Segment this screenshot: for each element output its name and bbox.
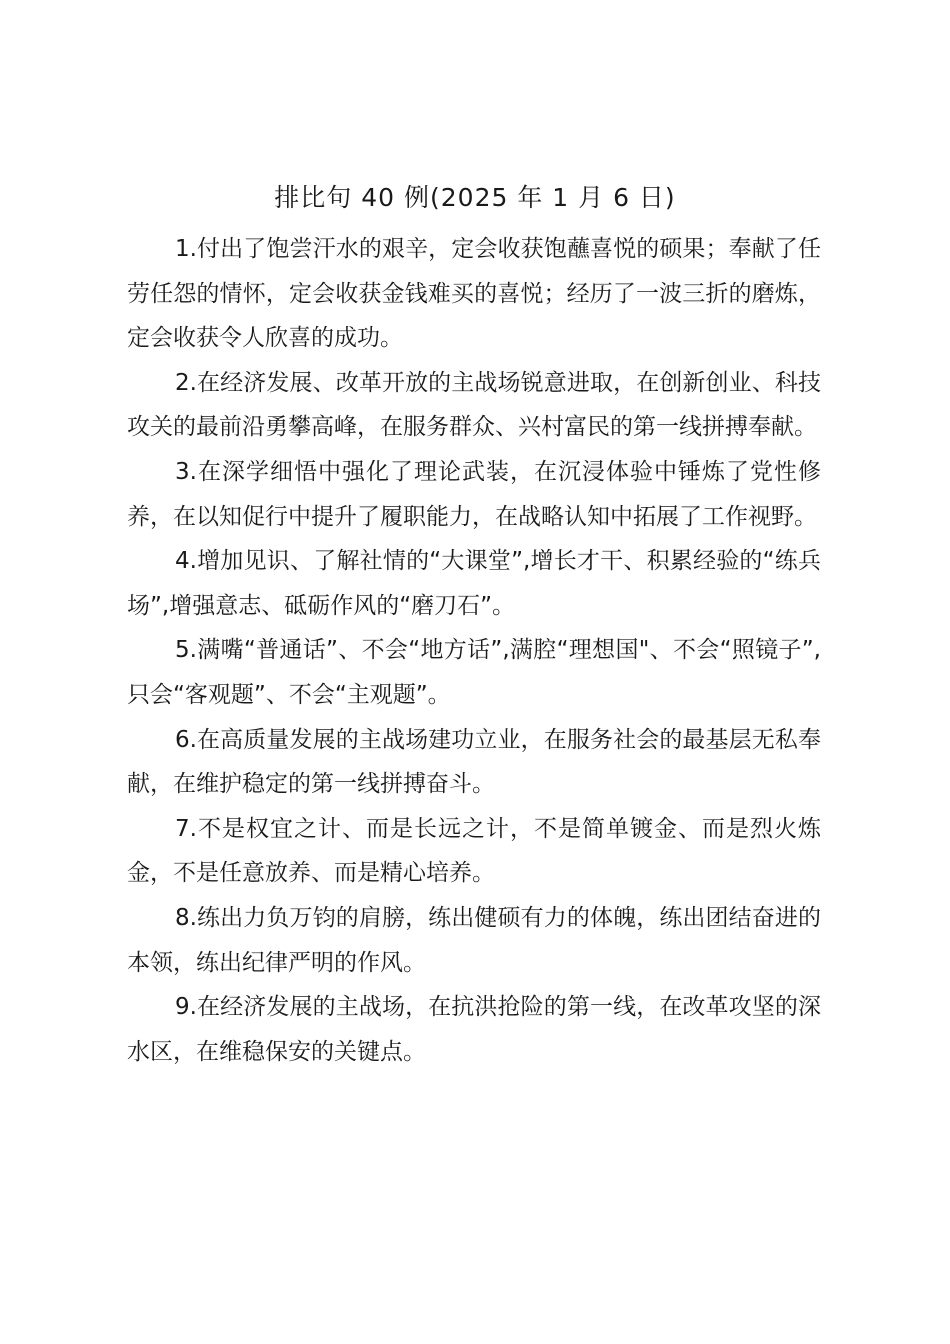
paragraph-7: 7.不是权宜之计、而是长远之计，不是简单镀金、而是烈火炼金，不是任意放养、而是精心培养。 [127, 815, 821, 887]
paragraph-9: 9.在经济发展的主战场，在抗洪抢险的第一线，在改革攻坚的深水区，在维稳保安的关键点。 [127, 994, 821, 1065]
paragraph-3: 3.在深学细悟中强化了理论武装，在沉浸体验中锤炼了党性修养，在以知促行中提升了履职能力，在战略认知中拓展了工作视野。 [127, 458, 821, 530]
paragraph-4: 4.增加见识、了解社情的“大课堂”,增长才干、积累经验的“练兵场”,增强意志、砥砺作风的“磨刀石”。 [127, 548, 821, 619]
paragraph-8: 8.练出力负万钧的肩膀，练出健硕有力的体魄，练出团结奋进的本领，练出纪律严明的作风。 [127, 904, 821, 976]
paragraph-6: 6.在高质量发展的主战场建功立业，在服务社会的最基层无私奉献，在维护稳定的第一线拼搏奋斗。 [127, 726, 821, 798]
document-title: 排比句 40 例(2025 年 1 月 6 日) [274, 183, 676, 212]
paragraph-2: 2.在经济发展、改革开放的主战场锐意进取，在创新创业、科技攻关的最前沿勇攀高峰，在服务群众、兴村富民的第一线拼搏奉献。 [127, 369, 821, 441]
paragraph-1: 1.付出了饱尝汗水的艰辛，定会收获饱蘸喜悦的硕果；奉献了任劳任怨的情怀，定会收获金钱难买的喜悦；经历了一波三折的磨炼，定会收获令人欣喜的成功。 [127, 236, 821, 352]
document-body [127, 227, 821, 1074]
paragraph-5: 5.满嘴“普通话”、不会“地方话”,满腔“理想国"、不会“照镜子”,只会“客观题”、不会“主观题”。 [127, 637, 821, 708]
